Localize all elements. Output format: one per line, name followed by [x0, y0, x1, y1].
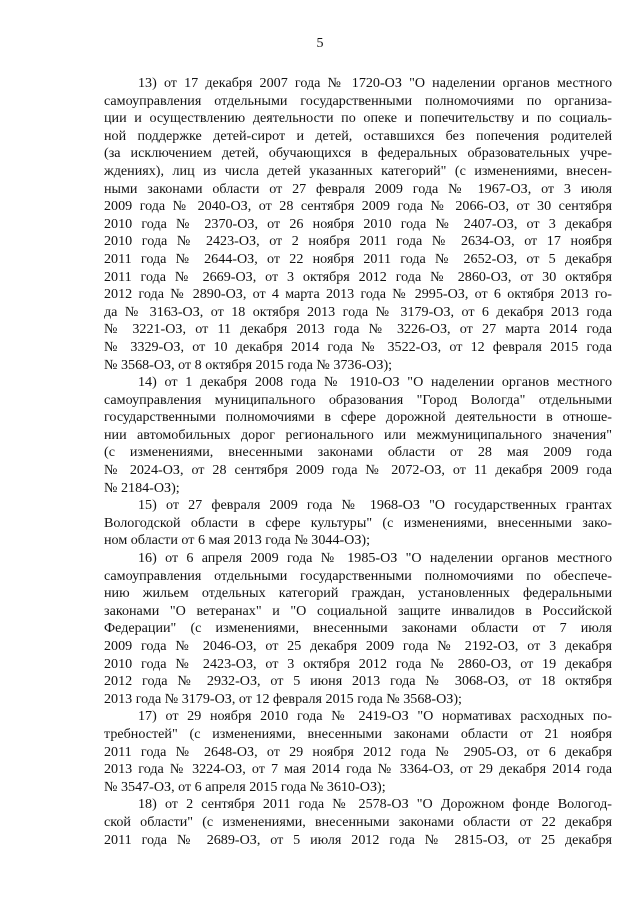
- text-line: 18) от 2 сентября 2011 года № 2578-ОЗ "О Дорожном фонде Вологод-: [138, 796, 612, 813]
- text-line: ными законами области от 27 февраля 2009 года № 1967-ОЗ, от 3 июля: [104, 180, 612, 197]
- list-item-item-14: [104, 374, 612, 497]
- list-item-item-15: [104, 497, 612, 550]
- text-line: 2012 года № 2890-ОЗ, от 4 марта 2013 года № 2995-ОЗ, от 6 октября 2013 го-: [104, 286, 612, 303]
- list-item-item-17: [104, 708, 612, 796]
- list-item-item-13: [104, 75, 612, 374]
- list-item-item-18: [104, 796, 612, 849]
- text-line: ской области" (с изменениями, внесенными законами области от 22 декабря: [104, 813, 612, 830]
- text-line: ном области от 6 мая 2013 года № 3044-ОЗ);: [104, 532, 371, 549]
- text-line: 16) от 6 апреля 2009 года № 1985-ОЗ "О наделении органов местного: [138, 550, 612, 567]
- text-line: 14) от 1 декабря 2008 года № 1910-ОЗ "О наделении органов местного: [138, 374, 612, 391]
- text-line: 2012 года № 2932-ОЗ, от 5 июня 2013 года № 3068-ОЗ, от 18 октября: [104, 673, 612, 690]
- text-line: самоуправления муниципального образования "Город Вологда" отдельными: [104, 391, 612, 408]
- page-number: 5: [316, 36, 324, 51]
- text-line: ции и осуществлению деятельности по опеке и попечительству и по социаль-: [104, 110, 612, 127]
- text-line: 2011 года № 2689-ОЗ, от 5 июля 2012 года № 2815-ОЗ, от 25 декабря: [104, 831, 612, 848]
- text-line: 2009 года № 2040-ОЗ, от 28 сентября 2009 года № 2066-ОЗ, от 30 сентября: [104, 198, 612, 215]
- text-line: требностей" (с изменениями, внесенными законами области от 21 ноября: [104, 725, 612, 742]
- text-line: самоуправления отдельными государственными полномочиями по обеспече-: [104, 567, 612, 584]
- text-line: 2011 года № 2669-ОЗ, от 3 октября 2012 года № 2860-ОЗ, от 30 октября: [104, 268, 612, 285]
- text-line: 15) от 27 февраля 2009 года № 1968-ОЗ "О государственных грантах: [138, 497, 612, 514]
- document-body: [104, 75, 612, 849]
- text-line: Вологодской области в сфере культуры" (с изменениями, внесенными зако-: [104, 514, 612, 531]
- text-line: № 3221-ОЗ, от 11 декабря 2013 года № 3226-ОЗ, от 27 марта 2014 года: [104, 321, 612, 338]
- text-line: 2010 года № 2370-ОЗ, от 26 ноября 2010 года № 2407-ОЗ, от 3 декабря: [104, 215, 612, 232]
- text-line: № 3547-ОЗ, от 6 апреля 2015 года № 3610-ОЗ);: [104, 778, 386, 795]
- text-line: (за исключением детей, обучающихся в федеральных образовательных учре-: [104, 145, 612, 162]
- text-line: 2013 года № 3179-ОЗ, от 12 февраля 2015 года № 3568-ОЗ);: [104, 690, 462, 707]
- text-line: законами "О ветеранах" и "О социальной защите инвалидов в Российской: [104, 602, 612, 619]
- text-line: (с изменениями, внесенными законами области от 28 мая 2009 года: [104, 444, 612, 461]
- text-line: нии автомобильных дорог регионального или межмуниципального значения": [104, 426, 612, 443]
- text-line: да № 3163-ОЗ, от 18 октября 2013 года № 3179-ОЗ, от 6 декабря 2013 года: [104, 303, 612, 320]
- text-line: № 3329-ОЗ, от 10 декабря 2014 года № 3522-ОЗ, от 12 февраля 2015 года: [104, 338, 612, 355]
- text-line: ной поддержке детей-сирот и детей, оставшихся без попечения родителей: [104, 127, 612, 144]
- text-line: 2011 года № 2648-ОЗ, от 29 ноября 2012 года № 2905-ОЗ, от 6 декабря: [104, 743, 612, 760]
- text-line: 2010 года № 2423-ОЗ, от 3 октября 2012 года № 2860-ОЗ, от 19 декабря: [104, 655, 612, 672]
- text-line: 2013 года № 3224-ОЗ, от 7 мая 2014 года № 3364-ОЗ, от 29 декабря 2014 года: [104, 761, 612, 778]
- text-line: 2009 года № 2046-ОЗ, от 25 декабря 2009 года № 2192-ОЗ, от 3 декабря: [104, 638, 612, 654]
- text-line: самоуправления отдельными государственными полномочиями по организа-: [104, 92, 612, 109]
- list-item-item-16: [104, 550, 612, 708]
- text-line: государственными полномочиями в сфере дорожной деятельности в отноше-: [104, 409, 612, 426]
- text-line: ждениях), лиц из числа детей указанных категорий" (с изменениями, внесен-: [104, 162, 612, 179]
- text-line: № 2024-ОЗ, от 28 сентября 2009 года № 2072-ОЗ, от 11 декабря 2009 года: [104, 462, 612, 479]
- text-line: 13) от 17 декабря 2007 года № 1720-ОЗ "О наделении органов местного: [138, 75, 612, 91]
- text-line: 2010 года № 2423-ОЗ, от 2 ноября 2011 года № 2634-ОЗ, от 17 ноября: [104, 233, 612, 250]
- text-line: № 3568-ОЗ, от 8 октября 2015 года № 3736-ОЗ);: [104, 356, 393, 373]
- text-line: 2011 года № 2644-ОЗ, от 22 ноября 2011 года № 2652-ОЗ, от 5 декабря: [104, 250, 612, 267]
- text-line: № 2184-ОЗ);: [104, 479, 180, 496]
- text-line: нию жильем отдельных категорий граждан, установленных федеральными: [104, 585, 612, 602]
- text-line: 17) от 29 ноября 2010 года № 2419-ОЗ "О нормативах расходных по-: [138, 708, 612, 725]
- text-line: Федерации" (с изменениями, внесенными законами области от 7 июля: [104, 620, 612, 637]
